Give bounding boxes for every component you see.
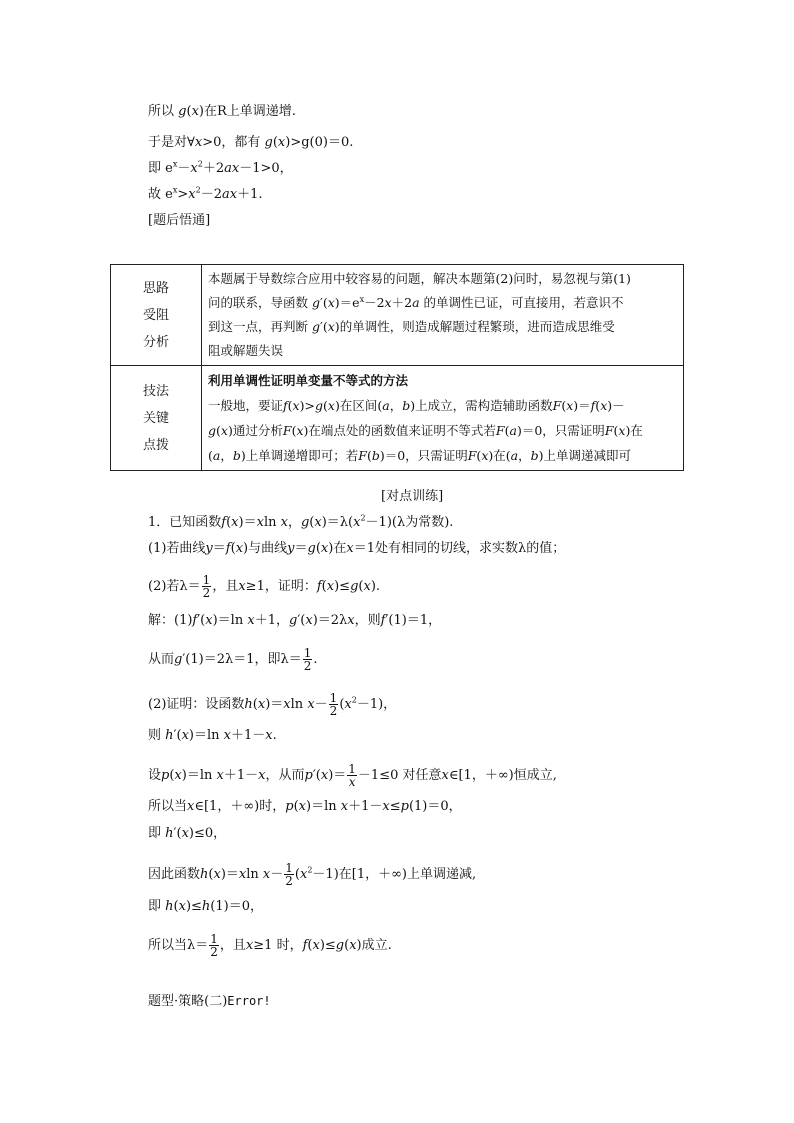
fraction: $\frac{1}{x}$ (348, 762, 356, 789)
solution-line-7: 即 h′(x)≤0， (148, 826, 227, 841)
text-line-2: 于是对∀x>0，都有 g(x)>g(0)＝0. (148, 135, 354, 150)
solution-line-4: 则 h′(x)＝ln x＋1－x. (148, 728, 277, 743)
solution-line-6: 所以当x∈[1，＋∞)时，p(x)＝ln x＋1－x≤p(1)＝0， (148, 799, 462, 814)
row-header-technique: 技法 关键 点拨 (111, 366, 202, 471)
solution-line-10: 所以当λ＝ $\frac{1}{2}$ ，且x≥1 时，f(x)≤g(x)成立. (148, 932, 392, 959)
fraction: $\frac{1}{2}$ (285, 861, 293, 888)
problem-part-2: (2)若λ＝ $\frac{1}{2}$ ，且x≥1，证明：f(x)≤g(x). (148, 573, 381, 600)
fraction: $\frac{1}{2}$ (303, 646, 312, 673)
row-body-technique: 利用单调性证明单变量不等式的方法 一般地，要证f(x)>g(x)在区间(a，b)上成立，需构造辅助函数F(x)＝f(x)－ g(x)通过分析F(x)在端点处的函数值来证明不等式若F(a)＝0，只需证明F(x)在 (a，b)上单调递增即可；若F(b)＝0，只需证明F(x)在(a，b)上单调递减即可 (202, 366, 684, 471)
section-title: [对点训练] (381, 489, 444, 504)
problem-part-1: (1)若曲线y＝f(x)与曲线y＝g(x)在x＝1处有相同的切线，求实数λ的值； (148, 541, 566, 556)
solution-line-2: 从而g′(1)＝2λ＝1，即λ＝ $\frac{1}{2}$ . (148, 646, 318, 673)
text-line-4: 故 $e^x>x^2-2ax+1$. (148, 185, 263, 202)
solution-line-3: (2)证明：设函数h(x)＝xln x－ $\frac{1}{2}$ $(x^2-1)$， (148, 691, 397, 718)
summary-table (110, 264, 684, 471)
solution-line-9: 即 h(x)≤h(1)＝0， (148, 899, 263, 914)
solution-line-5: 设p(x)＝ln x＋1－x，从而p′(x)＝ $\frac{1}{x}$ －1≤0 对任意x∈[1，＋∞)恒成立, (148, 762, 557, 789)
table-row (111, 366, 684, 471)
table-row (111, 265, 684, 366)
post-problem-heading: [题后悟通] (148, 213, 211, 228)
solution-line-1: 解：(1)f′(x)＝ln x＋1，g′(x)＝2λx，则f′(1)＝1， (148, 613, 442, 628)
fraction: $\frac{1}{2}$ (329, 691, 338, 718)
fraction: $\frac{1}{2}$ (202, 573, 211, 600)
text-line-3: 即 $e^x-x^2+2ax-1>0$， (148, 159, 293, 176)
row-body-obstacle: 本题属于导数综合应用中较容易的问题，解决本题第(2)问时，易忽视与第(1) 问的联系，导函数 $g'(x)=e^x-2x+2a$ 的单调性已证，可直接用，若意识不 到这一点，再判断 g′(x)的单调性，则造成解题过程繁琐，进而造成思维受 阻或解题失误 (202, 265, 684, 366)
row-header-obstacle: 思路 受阻 分析 (111, 265, 202, 366)
text-line-1: 所以 g(x)在R上单调递增. (148, 104, 296, 119)
next-section-heading: 题型·策略(二)Error! (148, 994, 271, 1009)
problem-stem: 1．已知函数f(x)＝xln x，$g(x)=\lambda(x^2-1)(\lambda$为常数). (148, 513, 454, 530)
solution-line-8: 因此函数h(x)＝xln x－ $\frac{1}{2}$ $(x^2-1)$在[1，＋∞)上单调递减, (148, 861, 477, 888)
fraction: $\frac{1}{2}$ (210, 932, 218, 959)
